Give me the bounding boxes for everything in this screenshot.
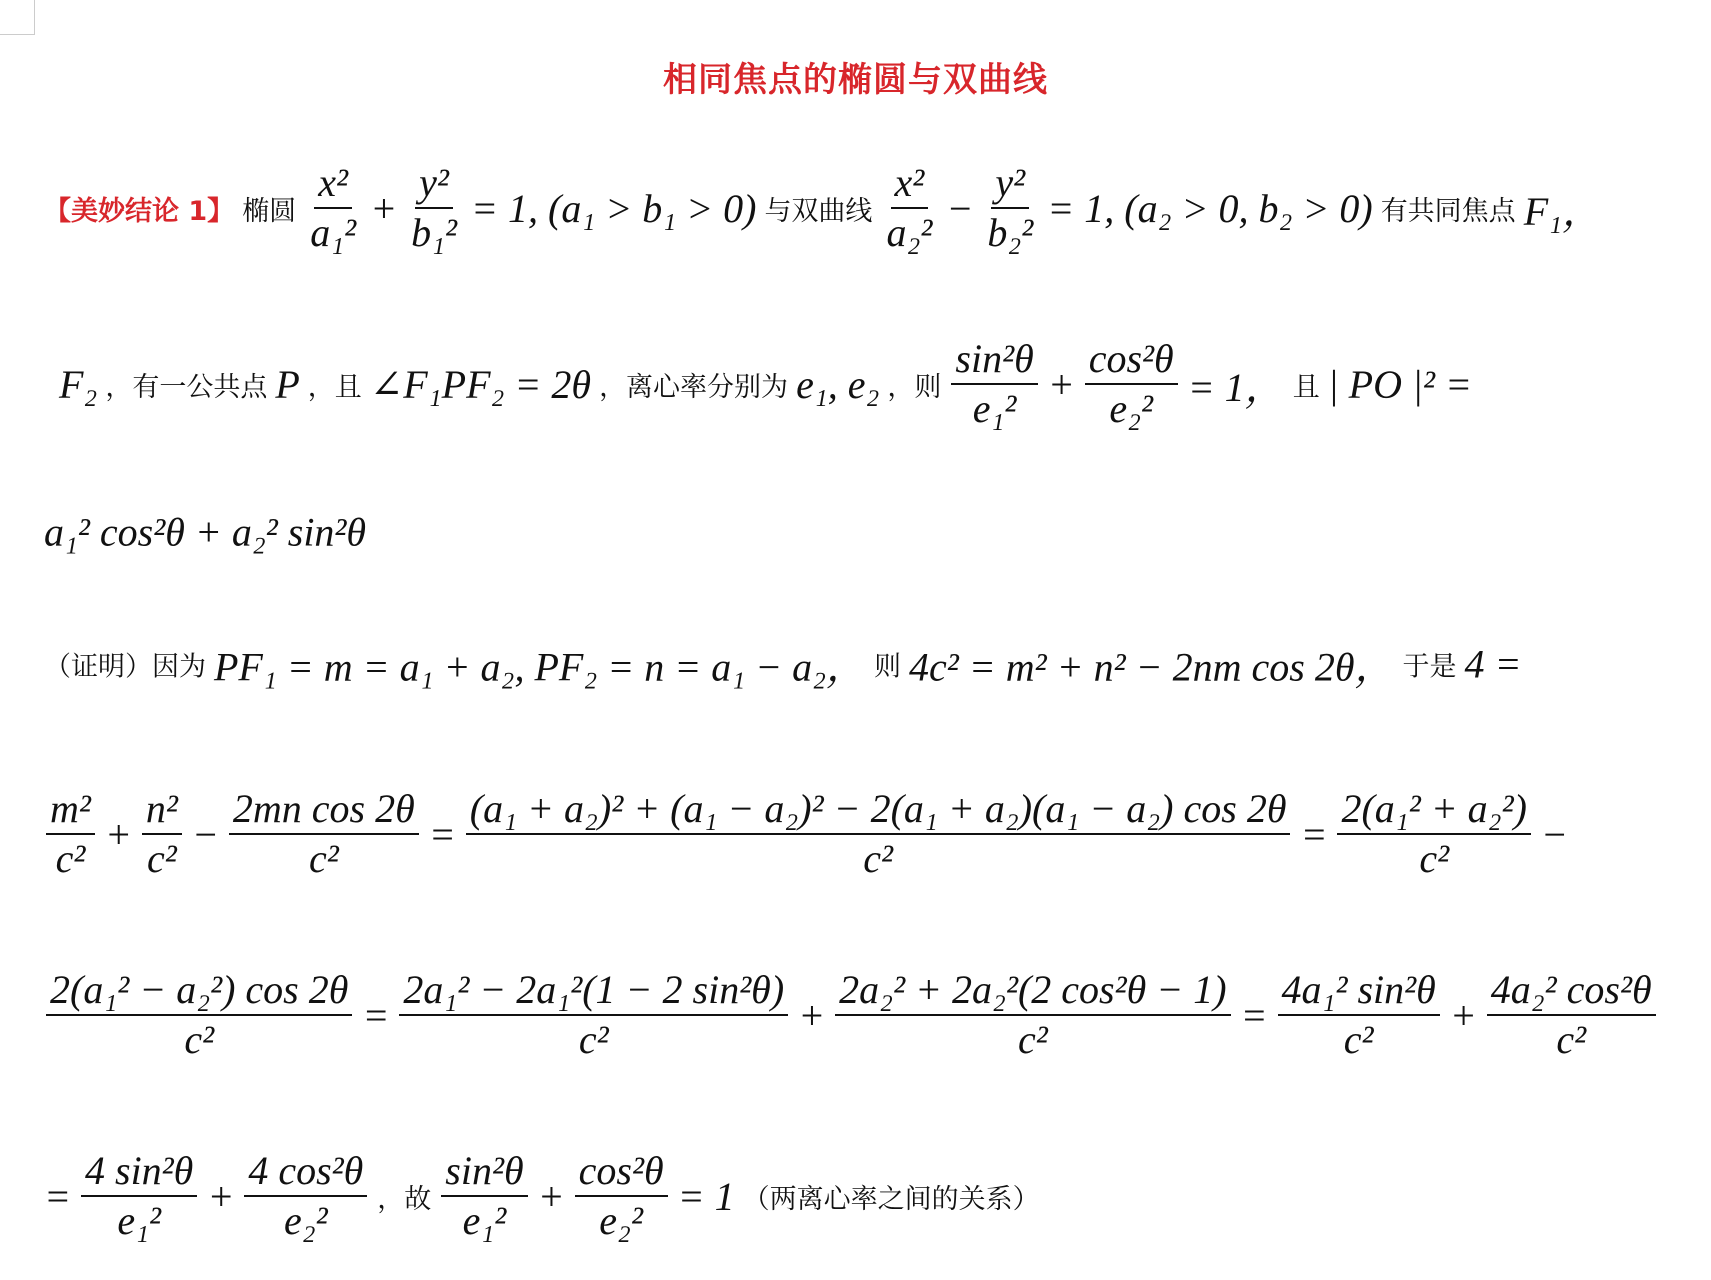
fraction — [229, 787, 419, 881]
math-line-5 — [40, 787, 1572, 881]
fraction — [407, 161, 461, 255]
fraction-denominator: c² — [147, 836, 177, 881]
fraction-denominator: c² — [1556, 1017, 1587, 1062]
fraction-numerator: sin²θ — [441, 1149, 527, 1197]
math-line-1 — [40, 161, 1606, 255]
fraction-denominator: e₁² — [972, 386, 1017, 431]
text-segment: 椭圆 — [242, 195, 297, 227]
fraction — [1278, 968, 1440, 1062]
fraction-denominator: e₂² — [599, 1198, 643, 1243]
math-expression: = — [44, 1173, 71, 1219]
fraction-numerator: 2(a₁² − a₂²) cos 2θ — [46, 968, 352, 1016]
text-segment: （两离心率之间的关系） — [742, 1183, 1040, 1215]
fraction — [81, 1149, 197, 1243]
math-expression: + — [207, 1173, 235, 1219]
fraction-numerator: 2mn cos 2θ — [229, 787, 419, 835]
fraction-numerator: m² — [46, 787, 95, 835]
fraction-denominator: c² — [1343, 1017, 1374, 1062]
fraction — [983, 161, 1037, 255]
fraction — [882, 161, 936, 255]
fraction-numerator: y² — [991, 161, 1029, 209]
math-line-2 — [55, 337, 1476, 431]
fraction-numerator: n² — [142, 787, 182, 835]
fraction — [441, 1149, 527, 1243]
math-expression: | PO |² = — [1327, 361, 1472, 407]
fraction-numerator: 2a₁² − 2a₁²(1 − 2 sin²θ) — [399, 968, 788, 1016]
math-expression: = 1， — [1187, 364, 1285, 410]
fraction-denominator: c² — [1017, 1017, 1048, 1062]
math-expression: = — [1240, 992, 1268, 1038]
math-expression: 4 = — [1464, 641, 1522, 687]
fraction-numerator: x² — [314, 161, 352, 209]
math-expression: − — [191, 811, 219, 857]
math-expression: e₁, e₂ — [796, 361, 880, 407]
math-expression: + — [537, 1173, 565, 1219]
fraction-numerator: 4 sin²θ — [81, 1149, 197, 1197]
text-segment: 于是 — [1402, 651, 1457, 683]
math-expression: − — [1540, 811, 1568, 857]
fraction-denominator: b₂² — [987, 210, 1034, 255]
math-expression: = 1, (a₁ > b₁ > 0) — [471, 185, 757, 231]
text-segment: 与双曲线 — [764, 195, 873, 227]
math-expression: + — [1449, 992, 1477, 1038]
text-segment: 有共同焦点 — [1380, 195, 1516, 227]
math-expression: + — [370, 185, 398, 231]
math-expression: F₁， — [1523, 188, 1603, 234]
page-corner-mark — [0, 0, 35, 35]
text-segment: ，则 — [887, 371, 942, 403]
text-segment: 且 — [1292, 371, 1320, 403]
fraction-denominator: e₂² — [1109, 386, 1154, 431]
fraction-denominator: a₁² — [310, 210, 357, 255]
math-expression: = 1 — [677, 1173, 735, 1219]
math-expression: ∠F₁PF₂ = 2θ — [369, 361, 592, 407]
fraction — [399, 968, 788, 1062]
fraction — [575, 1149, 668, 1243]
fraction — [1337, 787, 1530, 881]
fraction — [244, 1149, 367, 1243]
math-expression: PF₁ = m = a₁ + a₂, PF₂ = n = a₁ − a₂， — [214, 644, 867, 690]
math-line-3 — [40, 509, 370, 556]
fraction — [46, 787, 95, 881]
math-expression: + — [1047, 361, 1075, 407]
fraction — [142, 787, 182, 881]
fraction-denominator: c² — [55, 836, 86, 881]
fraction — [1487, 968, 1656, 1062]
fraction-denominator: c² — [184, 1017, 215, 1062]
math-expression: = 1, (a₂ > 0, b₂ > 0) — [1047, 185, 1373, 231]
text-segment: ，有一公共点 — [105, 371, 268, 403]
fraction-denominator: e₁² — [117, 1198, 161, 1243]
fraction-denominator: c² — [578, 1017, 609, 1062]
fraction-numerator: cos²θ — [1085, 337, 1178, 385]
text-segment: ，离心率分别为 — [599, 371, 789, 403]
math-expression: + — [104, 811, 132, 857]
math-expression: a₁² cos²θ + a₂² sin²θ — [44, 509, 367, 555]
fraction-denominator: a₂² — [886, 210, 933, 255]
fraction-numerator: 4a₁² sin²θ — [1278, 968, 1440, 1016]
fraction — [466, 787, 1291, 881]
fraction-denominator: e₂² — [283, 1198, 328, 1243]
math-line-6 — [40, 968, 1662, 1062]
text-segment: ，且 — [307, 371, 362, 403]
document-title: 相同焦点的椭圆与双曲线 — [663, 60, 1048, 100]
fraction-numerator: x² — [891, 161, 929, 209]
math-line-7 — [40, 1149, 1044, 1243]
fraction-numerator: sin²θ — [951, 337, 1037, 385]
fraction — [951, 337, 1037, 431]
fraction-denominator: c² — [863, 836, 893, 881]
fraction — [306, 161, 360, 255]
fraction-numerator: 2a₂² + 2a₂²(2 cos²θ − 1) — [835, 968, 1230, 1016]
fraction — [835, 968, 1230, 1062]
fraction-numerator: y² — [415, 161, 453, 209]
fraction — [1085, 337, 1178, 431]
math-expression: − — [946, 185, 974, 231]
fraction-numerator: 4a₂² cos²θ — [1487, 968, 1656, 1016]
math-expression: = — [428, 811, 456, 857]
math-expression: 4c² = m² + n² − 2nm cos 2θ， — [909, 644, 1395, 690]
math-expression: P — [275, 361, 300, 407]
fraction-denominator: b₁² — [411, 210, 457, 255]
fraction-denominator: c² — [1419, 836, 1450, 881]
conclusion-label: 【美妙结论 1】 — [44, 195, 235, 227]
fraction-numerator: cos²θ — [575, 1149, 668, 1197]
math-expression: = — [362, 992, 390, 1038]
fraction — [46, 968, 352, 1062]
math-expression: = — [1300, 811, 1328, 857]
text-segment: 则 — [874, 651, 902, 683]
fraction-numerator: 4 cos²θ — [244, 1149, 367, 1197]
text-segment: （证明）因为 — [44, 651, 206, 683]
fraction-denominator: c² — [308, 836, 339, 881]
math-expression: + — [798, 992, 826, 1038]
fraction-numerator: 2(a₁² + a₂²) — [1337, 787, 1530, 835]
fraction-numerator: (a₁ + a₂)² + (a₁ − a₂)² − 2(a₁ + a₂)(a₁ − a₂) cos 2θ — [466, 787, 1291, 835]
math-line-4 — [40, 636, 1525, 693]
fraction-denominator: e₁² — [462, 1198, 507, 1243]
text-segment: ，故 — [377, 1183, 432, 1215]
math-expression: F₂ — [59, 361, 98, 407]
